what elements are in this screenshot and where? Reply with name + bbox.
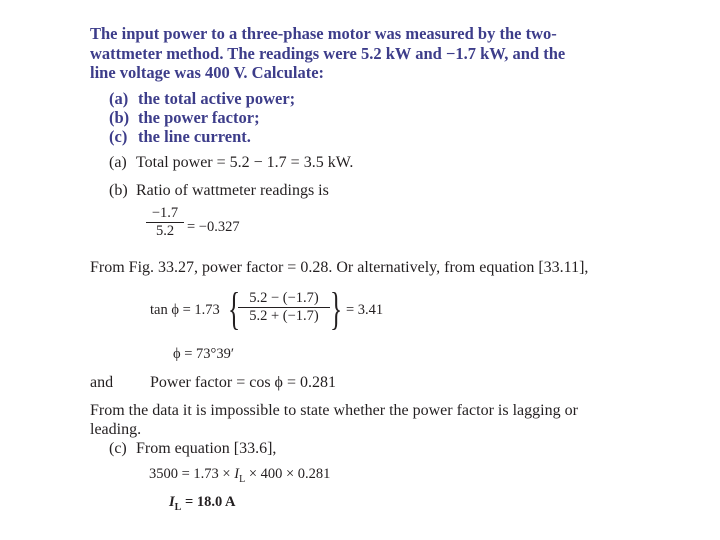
tan-denominator: 5.2 + (−1.7) xyxy=(238,307,330,325)
phi-line: ϕ = 73°39′ xyxy=(173,346,235,362)
problem-line-3: line voltage was 400 V. Calculate: xyxy=(90,63,325,82)
ratio-fraction xyxy=(146,205,184,240)
line-current-result xyxy=(169,494,236,513)
left-brace: { xyxy=(227,283,241,334)
note-line-1: From the data it is impossible to state whether the power factor is lagging or xyxy=(90,402,578,419)
question-c-label: (c) xyxy=(109,127,128,146)
ratio-denominator: 5.2 xyxy=(146,222,184,240)
ratio-result: = −0.327 xyxy=(187,219,240,235)
tan-result: = 3.41 xyxy=(346,302,384,318)
and-word: and xyxy=(90,374,114,391)
solution-a-label: (a) xyxy=(109,154,127,171)
tan-lhs: tan ϕ = 1.73 xyxy=(150,302,220,318)
il-sub: L xyxy=(174,501,182,513)
solution-c-text: From equation [33.6], xyxy=(136,440,277,457)
solution-b-label: (b) xyxy=(109,182,128,199)
right-brace: } xyxy=(329,283,343,334)
power-factor-line: Power factor = cos ϕ = 0.281 xyxy=(150,374,336,391)
question-a-label: (a) xyxy=(109,89,129,108)
question-c-text: the line current. xyxy=(138,127,251,146)
problem-line-1: The input power to a three-phase motor was measured by the two- xyxy=(90,24,557,43)
eq-pre: 3500 = 1.73 × xyxy=(149,466,235,482)
question-b-label: (b) xyxy=(109,108,130,127)
ratio-numerator: −1.7 xyxy=(151,205,179,221)
problem-line-2: wattmeter method. The readings were 5.2 kW and −1.7 kW, and the xyxy=(90,44,566,63)
tan-numerator: 5.2 − (−1.7) xyxy=(249,290,319,306)
solution-a-text: Total power = 5.2 − 1.7 = 3.5 kW. xyxy=(136,154,354,171)
question-b-text: the power factor; xyxy=(138,108,260,127)
il-value: = 18.0 A xyxy=(181,494,236,510)
il-var: I xyxy=(169,494,175,510)
eq-sub: L xyxy=(239,473,246,485)
question-a-text: the total active power; xyxy=(138,89,296,108)
eq-var: I xyxy=(234,466,240,482)
solution-c-label: (c) xyxy=(109,440,127,457)
tan-fraction xyxy=(238,290,330,325)
eq-post: × 400 × 0.281 xyxy=(245,466,331,482)
note-line-2: leading. xyxy=(90,421,142,438)
solution-b-text: Ratio of wattmeter readings is xyxy=(136,182,329,199)
line-current-equation xyxy=(149,466,330,485)
fig-reference-line: From Fig. 33.27, power factor = 0.28. Or alternatively, from equation [33.11], xyxy=(90,259,589,276)
